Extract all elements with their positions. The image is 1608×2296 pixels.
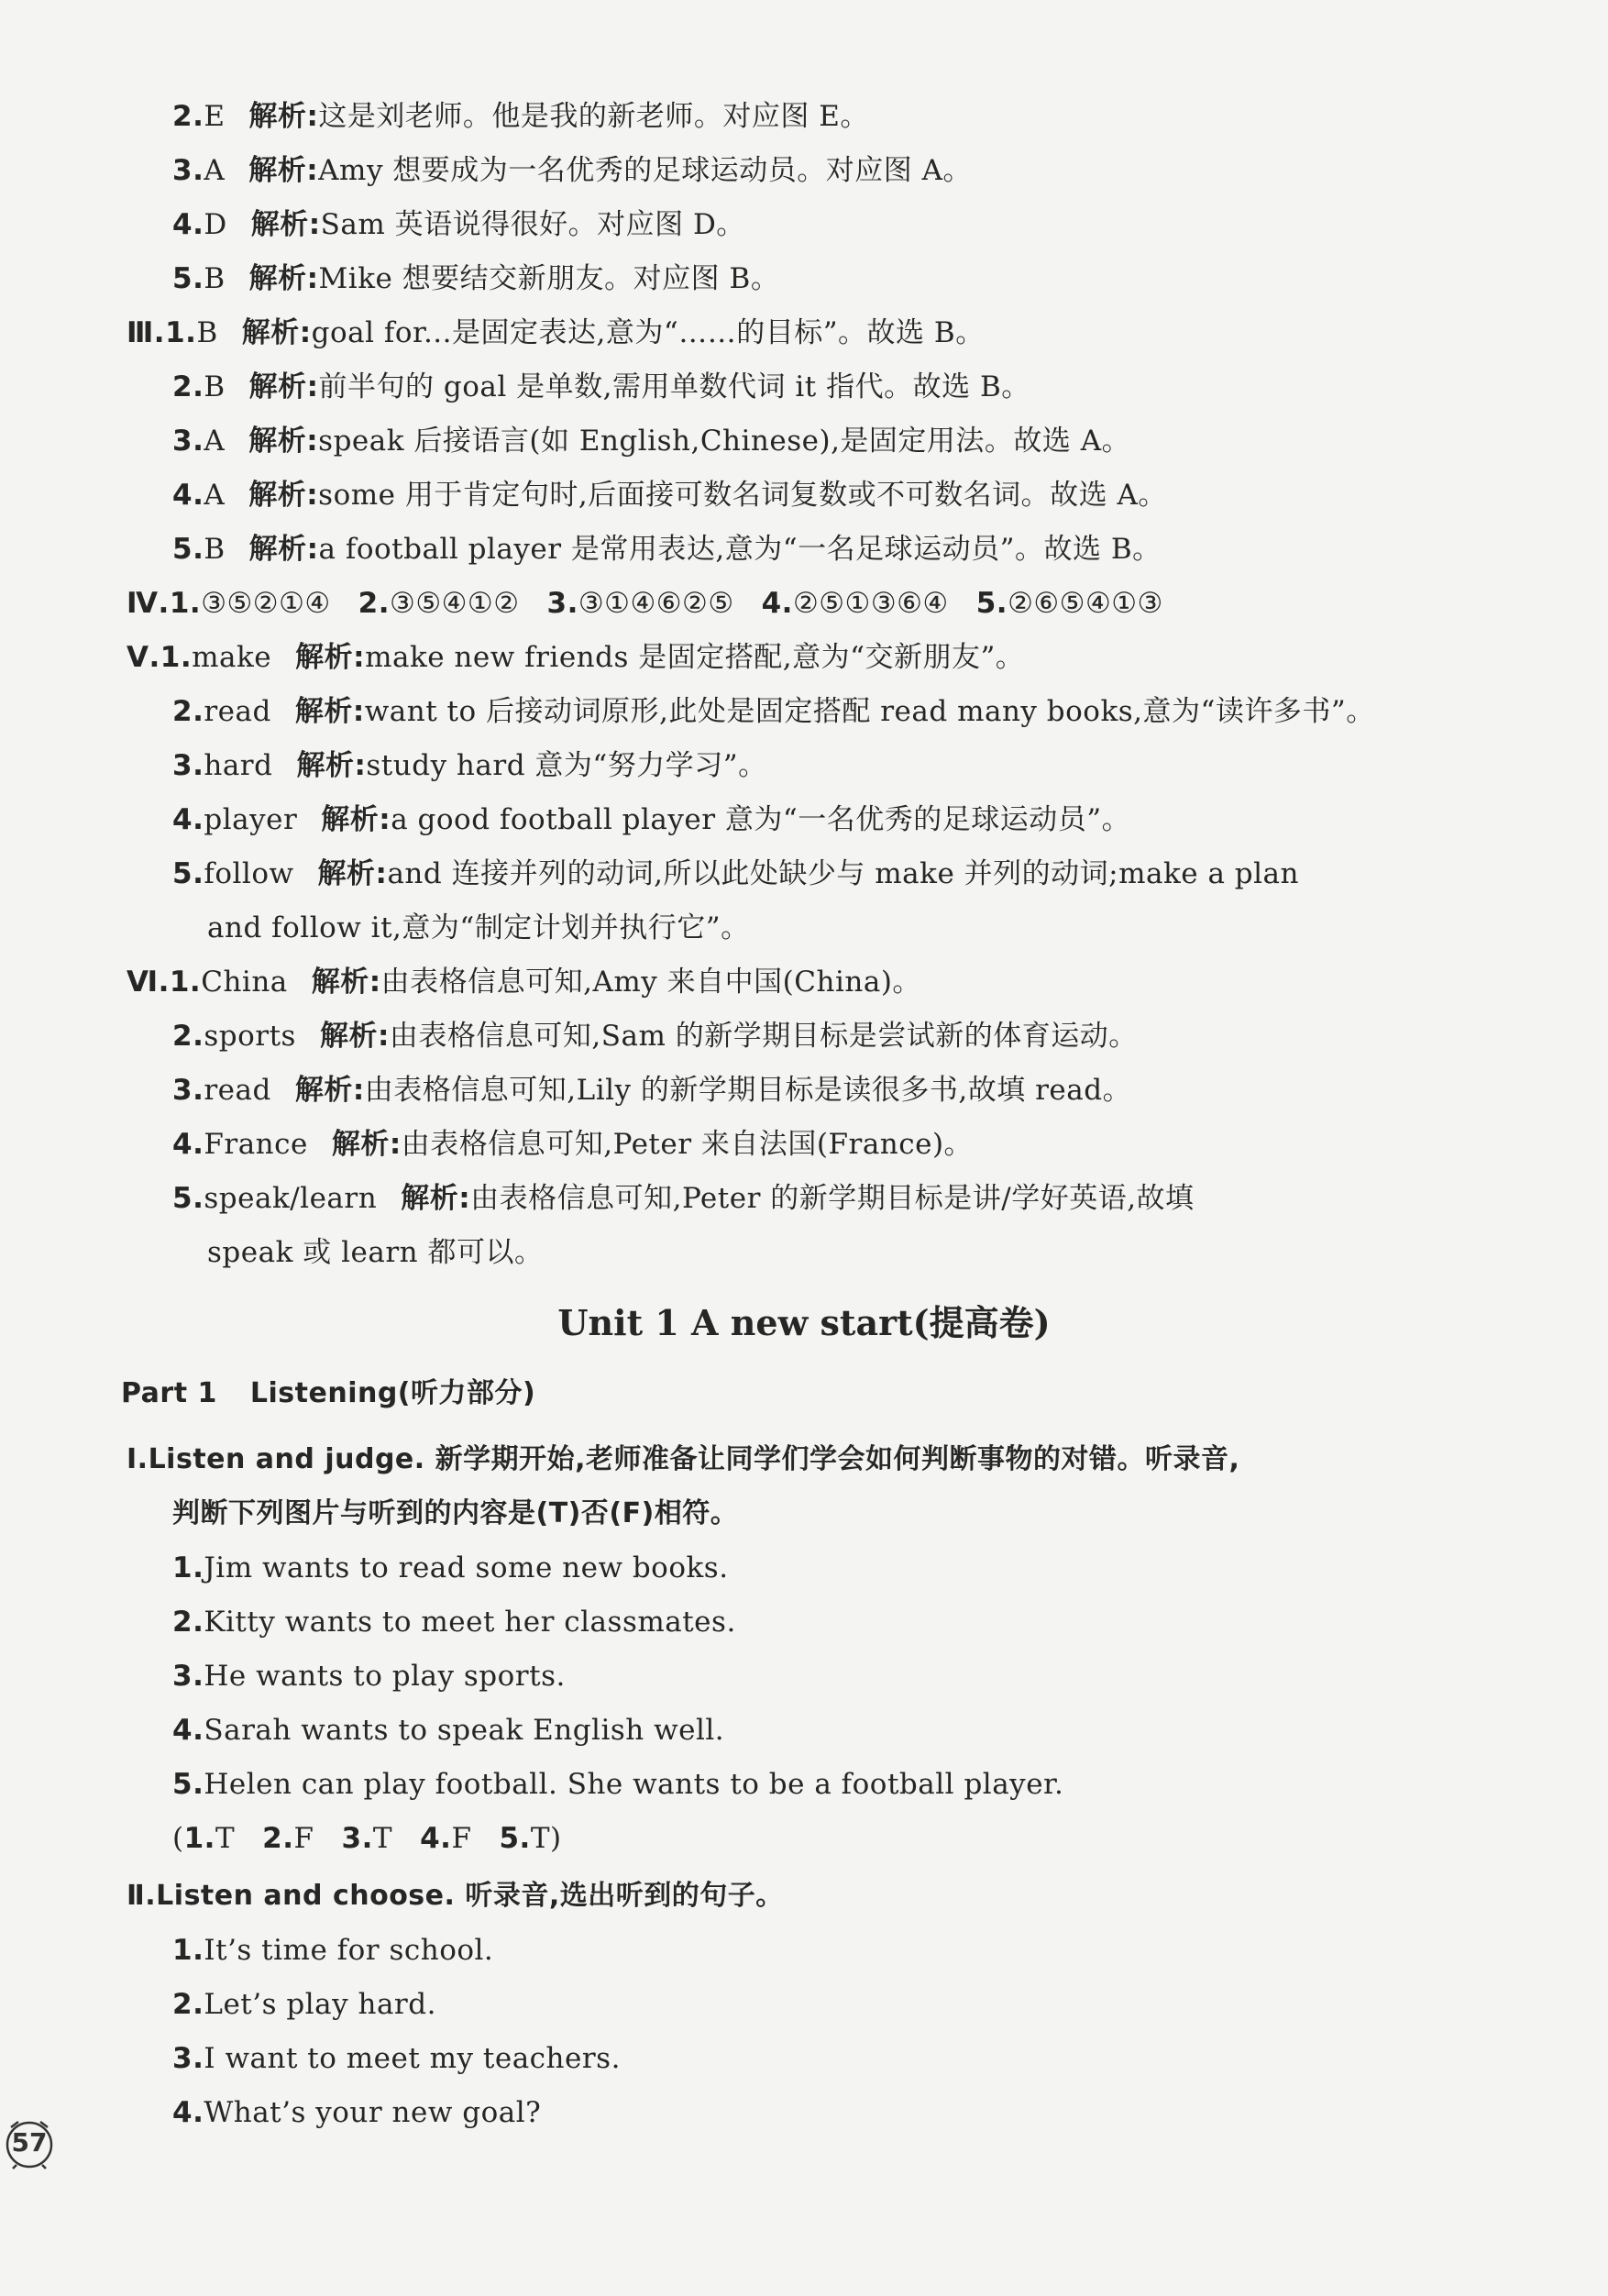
listen2-item-1: 1.It’s time for school. xyxy=(172,1934,494,1967)
listen2-item-3: 3.I want to meet my teachers. xyxy=(172,2042,621,2075)
listen1-answers: (1.T 2.F 3.T 4.F 5.T) xyxy=(172,1822,562,1855)
listen2-item-4: 4.What’s your new goal? xyxy=(172,2096,542,2129)
section3-item-2: 2.B 解析:前半句的 goal 是单数,需用单数代词 it 指代。故选 B。 xyxy=(172,370,1030,403)
top-item-4: 4.D 解析:Sam 英语说得很好。对应图 D。 xyxy=(172,208,745,241)
section5-item-2: 2.read 解析:want to 后接动词原形,此处是固定搭配 read many books,意为“读许多书”。 xyxy=(172,695,1375,728)
listen1-item-5: 5.Helen can play football. She wants to be a football player. xyxy=(172,1768,1064,1801)
section3-item-5: 5.B 解析:a football player 是常用表达,意为“一名足球运动员”。故选 B。 xyxy=(172,533,1162,566)
section6-item-3: 3.read 解析:由表格信息可知,Lily 的新学期目标是读很多书,故填 read。 xyxy=(172,1074,1132,1107)
section6-item-1: Ⅵ.1.China 解析:由表格信息可知,Amy 来自中国(China)。 xyxy=(127,966,921,999)
section6-item-2: 2.sports 解析:由表格信息可知,Sam 的新学期目标是尝试新的体育运动。 xyxy=(172,1020,1138,1053)
listen1-item-4: 4.Sarah wants to speak English well. xyxy=(172,1714,725,1747)
section3-item-4: 4.A 解析:some 用于肯定句时,后面接可数名词复数或不可数名词。故选 A。 xyxy=(172,479,1167,512)
listen1-item-3: 3.He wants to play sports. xyxy=(172,1660,566,1693)
section5-item-4: 4.player 解析:a good football player 意为“一名优秀的足球运动员”。 xyxy=(172,803,1131,836)
section3-item-3: 3.A 解析:speak 后接语言(如 English,Chinese),是固定用法。故选 A。 xyxy=(172,425,1131,458)
section5-item-3: 3.hard 解析:study hard 意为“努力学习”。 xyxy=(172,749,767,782)
section4-answers: Ⅳ.1.③⑤②①④ 2.③⑤④①② 3.③①④⑥②⑤ 4.②⑤①③⑥④ 5.②⑥⑤④①③ xyxy=(127,587,1163,620)
part1-heading: Part 1 Listening(听力部分) xyxy=(121,1377,536,1409)
listen1-instruction-continued: 判断下列图片与听到的内容是(T)否(F)相符。 xyxy=(172,1497,739,1529)
page-number: 57 xyxy=(11,2126,48,2158)
section5-item-1: Ⅴ.1.make 解析:make new friends 是固定搭配,意为“交新朋友”。 xyxy=(127,641,1025,674)
top-item-2: 2.E 解析:这是刘老师。他是我的新老师。对应图 E。 xyxy=(172,100,869,133)
unit-title: Unit 1 A new start(提高卷) xyxy=(557,1302,1051,1343)
section3-item-1: Ⅲ.1.B 解析:goal for...是固定表达,意为“……的目标”。故选 B。 xyxy=(127,316,985,349)
top-item-3: 3.A 解析:Amy 想要成为一名优秀的足球运动员。对应图 A。 xyxy=(172,154,973,187)
listen1-item-2: 2.Kitty wants to meet her classmates. xyxy=(172,1606,736,1639)
listen1-item-1: 1.Jim wants to read some new books. xyxy=(172,1551,729,1584)
section6-item-5: 5.speak/learn 解析:由表格信息可知,Peter 的新学期目标是讲/学好英语,故填 xyxy=(172,1182,1195,1215)
listen2-instruction: Ⅱ.Listen and choose. 听录音,选出听到的句子。 xyxy=(127,1880,784,1912)
listen1-instruction: Ⅰ.Listen and judge. 新学期开始,老师准备让同学们学会如何判断事物的对错。听录音, xyxy=(127,1443,1240,1475)
section5-item-5: 5.follow 解析:and 连接并列的动词,所以此处缺少与 make 并列的动词;make a plan xyxy=(172,857,1299,890)
page-number-badge xyxy=(2,2114,57,2169)
section6-item-5-continued: speak 或 learn 都可以。 xyxy=(207,1236,544,1269)
section5-item-5-continued: and follow it,意为“制定计划并执行它”。 xyxy=(207,911,750,944)
top-item-5: 5.B 解析:Mike 想要结交新朋友。对应图 B。 xyxy=(172,262,780,295)
section6-item-4: 4.France 解析:由表格信息可知,Peter 来自法国(France)。 xyxy=(172,1128,974,1161)
listen2-item-2: 2.Let’s play hard. xyxy=(172,1988,436,2021)
